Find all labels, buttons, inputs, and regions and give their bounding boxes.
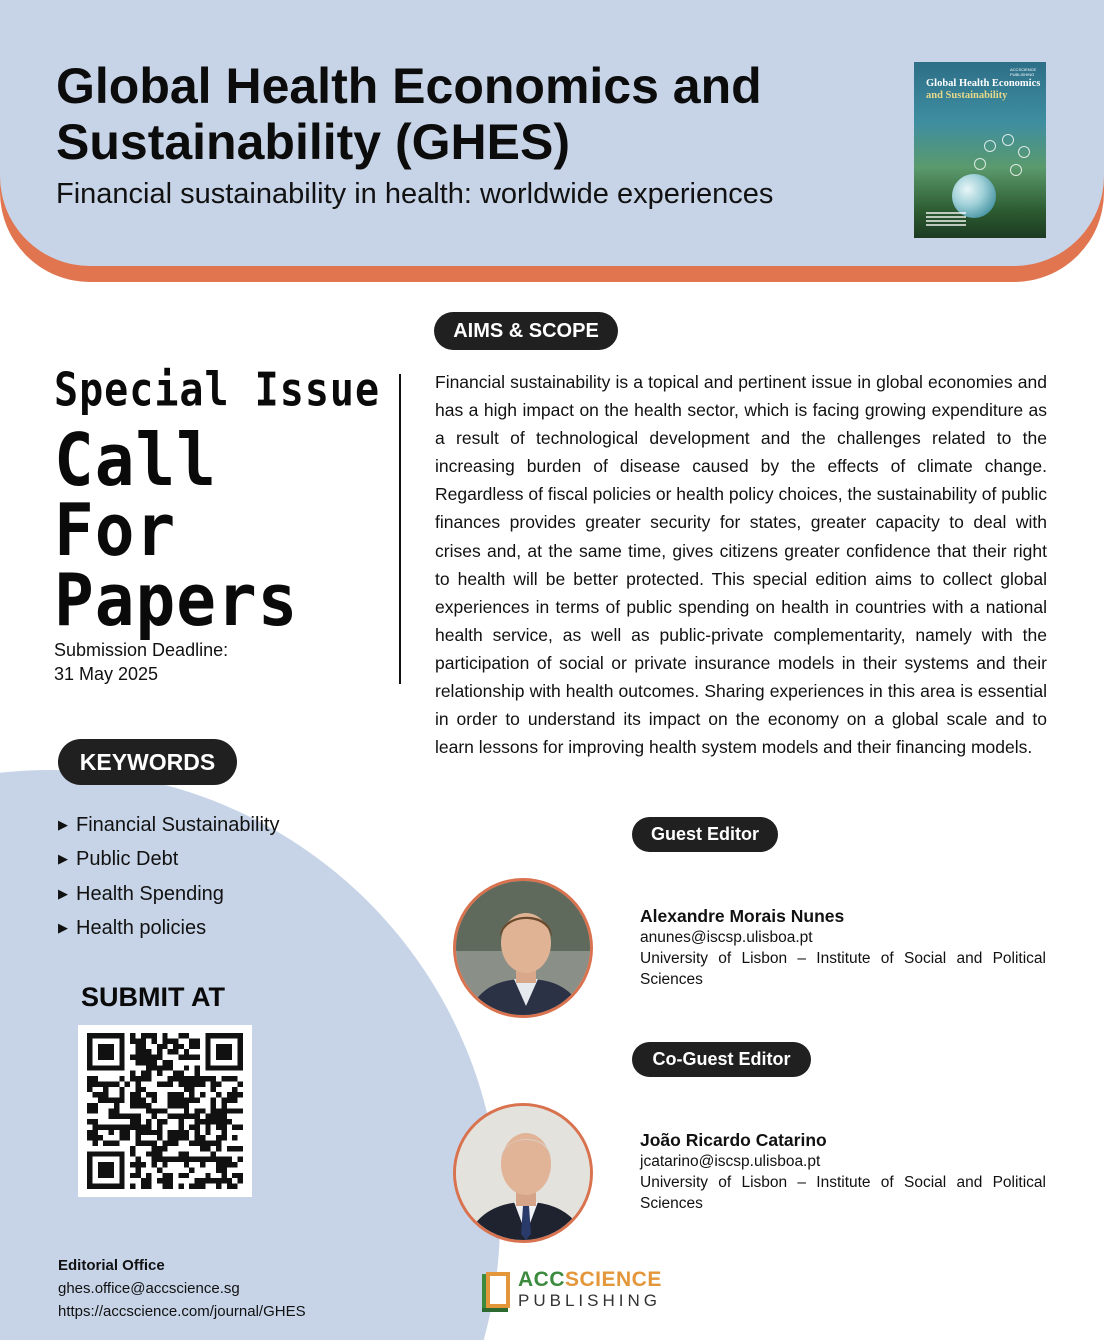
journal-subtitle: Financial sustainability in health: worldwide experiences — [56, 178, 774, 210]
submission-deadline — [54, 638, 228, 686]
triangle-bullet-icon: ▶ — [58, 885, 68, 901]
cover-publisher-mark: ACCSCIENCE PUBLISHING — [1010, 67, 1037, 77]
book-icon — [480, 1270, 512, 1314]
qr-code-icon — [86, 1033, 244, 1189]
triangle-bullet-icon: ▶ — [58, 851, 68, 867]
papers-heading: Papers — [54, 558, 299, 643]
publisher-subtitle: PUBLISHING — [518, 1291, 661, 1310]
guest-editor-info — [640, 905, 1046, 990]
cover-hex-icon — [1010, 164, 1022, 176]
co-guest-editor-name: João Ricardo Catarino — [640, 1130, 827, 1150]
cover-hex-icon — [974, 158, 986, 170]
cover-title — [926, 78, 1042, 102]
deadline-date: 31 May 2025 — [54, 664, 159, 684]
cover-title-line1: Global Health Economics — [926, 78, 1041, 89]
publisher-name-part2: SCIENCE — [565, 1268, 662, 1291]
keyword-text: Health policies — [76, 917, 207, 940]
co-guest-editor-info — [640, 1129, 1046, 1214]
cover-hex-icon — [1002, 134, 1014, 146]
keyword-item — [58, 842, 279, 876]
guest-editor-photo — [453, 878, 593, 1018]
cover-title-line2: and Sustainability — [926, 90, 1008, 101]
deadline-label: Submission Deadline: — [54, 640, 229, 660]
submission-qr-code[interactable] — [78, 1025, 252, 1197]
call-heading: Call — [54, 418, 217, 503]
submit-at-heading: SUBMIT AT — [81, 982, 225, 1012]
editorial-office-label: Editorial Office — [58, 1257, 165, 1274]
co-guest-editor-email[interactable]: jcatarino@iscsp.ulisboa.pt — [640, 1153, 821, 1170]
co-guest-editor-photo — [453, 1103, 593, 1243]
person-avatar-icon — [456, 881, 593, 1018]
editorial-office — [58, 1254, 306, 1323]
person-avatar-icon — [456, 1106, 593, 1243]
co-guest-editor-label: Co-Guest Editor — [632, 1042, 811, 1077]
publisher-name-part1: ACC — [518, 1268, 565, 1291]
keyword-text: Public Debt — [76, 848, 179, 871]
keyword-item — [58, 808, 279, 842]
publisher-name — [518, 1268, 662, 1292]
keyword-item — [58, 877, 279, 911]
guest-editor-email[interactable]: anunes@iscsp.ulisboa.pt — [640, 929, 813, 946]
keyword-text: Financial Sustainability — [76, 814, 280, 836]
triangle-bullet-icon: ▶ — [58, 920, 68, 936]
journal-title: Global Health Economics and Sustainability (GHES) — [56, 58, 762, 170]
aims-scope-label: AIMS & SCOPE — [434, 312, 618, 350]
co-guest-editor-affiliation: University of Lisbon – Institute of Social and Political Sciences — [640, 1174, 1046, 1212]
keywords-list — [58, 808, 279, 946]
guest-editor-label: Guest Editor — [632, 817, 778, 852]
guest-editor-affiliation: University of Lisbon – Institute of Social and Political Sciences — [640, 950, 1046, 988]
vertical-divider — [399, 374, 401, 684]
triangle-bullet-icon: ▶ — [58, 817, 68, 832]
editorial-office-email[interactable]: ghes.office@accscience.sg — [58, 1280, 240, 1297]
keywords-label: KEYWORDS — [58, 739, 237, 785]
editorial-office-url[interactable]: https://accscience.com/journal/GHES — [58, 1303, 306, 1320]
cover-text-lines — [926, 212, 966, 228]
publisher-logo — [480, 1268, 660, 1316]
guest-editor-name: Alexandre Morais Nunes — [640, 906, 845, 926]
keyword-text: Health Spending — [76, 882, 224, 905]
for-heading: For — [54, 488, 177, 573]
journal-cover-image — [914, 62, 1046, 238]
aims-scope-text: Financial sustainability is a topical and pertinent issue in global economies and has a high impact on the health sector, which is facing growing expenditure as a result of technological development and the challenges related to the increasing burden of disease caused by the effects of climate change. Regardless of fiscal policies or health policy choices, the sustainability of public finances provides greater security for states, greater capacity to deal with crises and, at the same time, gives citizens greater confidence that their right to health will be better protected. This special edition aims to collect global experiences in terms of public spending on health in countries with a national health service, as well as public-private complementarity, namely with the participation of social or private insurance models in their systems and their relationship with health outcomes. Sharing experiences in this area is essential in order to understand its impact on the economy on a global scale and to learn lessons for improving health system models and their financing models. — [435, 372, 1047, 758]
cover-hex-icon — [984, 140, 996, 152]
keyword-item — [58, 911, 279, 945]
cover-hex-icon — [1018, 146, 1030, 158]
special-issue-heading: Special Issue — [54, 364, 381, 417]
